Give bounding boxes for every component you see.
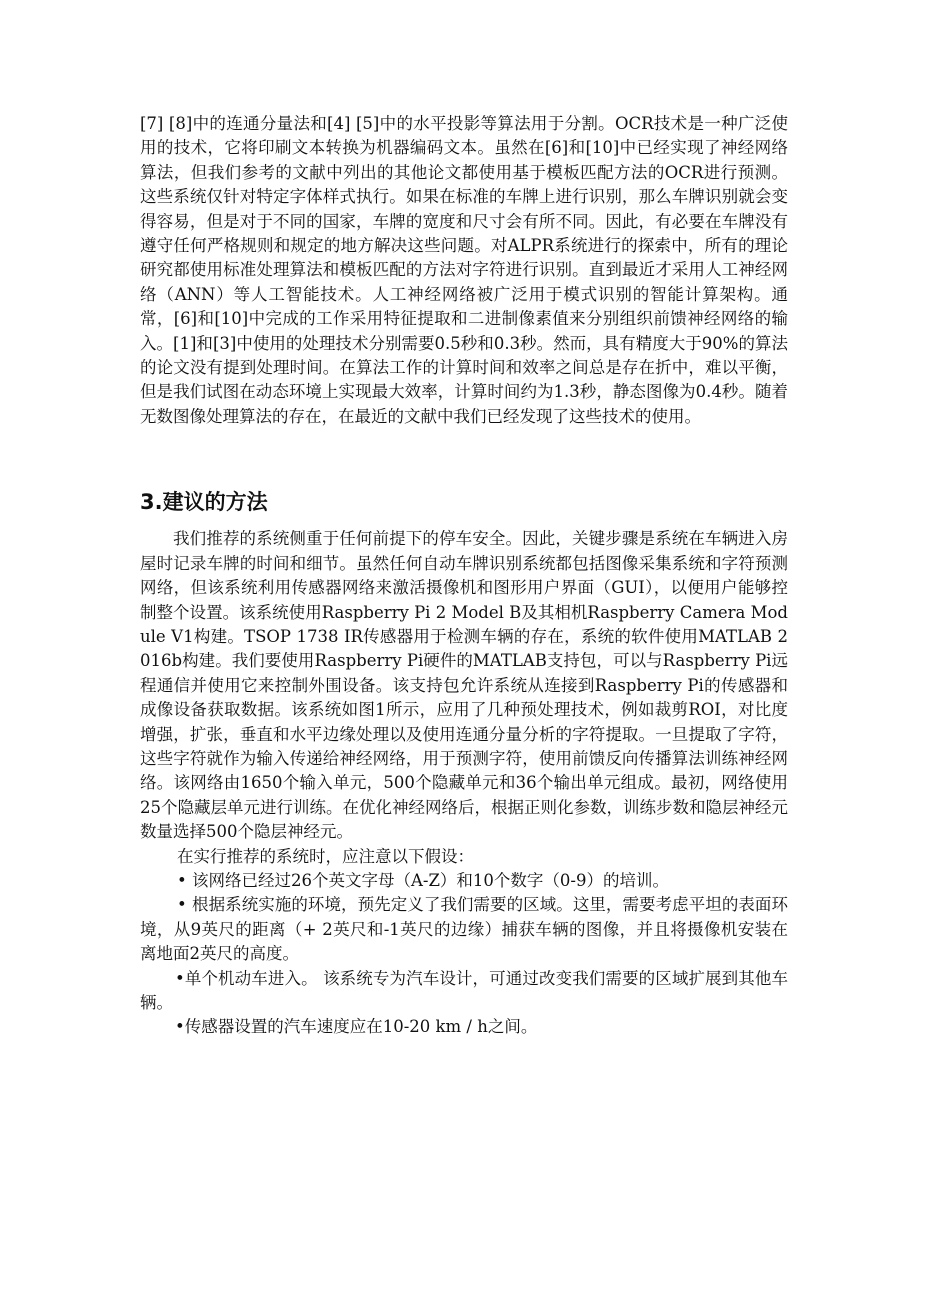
document-page <box>140 112 788 1040</box>
assumptions-intro: 在实行推荐的系统时，应注意以下假设： <box>177 846 474 866</box>
section-paragraph: 我们推荐的系统侧重于任何前提下的停车安全。因此，关键步骤是系统在车辆进入房屋时记录车牌的时间和细节。虽然任何自动车牌识别系统都包括图像采集系统和字符预测网络，但该系统利用传感器网络来激活摄像机和图形用户界面（GUI），以便用户能够控制整个设置。该系统使用Raspberry Pi 2 Model B及其相机Raspberry Camera Module V1构建。TSOP 1738 IR传感器用于检测车辆的存在，系统的软件使用MATLAB 2016b构建。我们要使用Raspberry Pi硬件的MATLAB支持包，可以与Raspberry Pi远程通信并使用它来控制外围设备。该支持包允许系统从连接到Raspberry Pi的传感器和成像设备获取数据。该系统如图1所示，应用了几种预处理技术，例如裁剪ROI，对比度增强，扩张，垂直和水平边缘处理以及使用连通分量分析的字符提取。一旦提取了字符，这些字符就作为输入传递给神经网络，用于预测字符，使用前馈反向传播算法训练神经网络。该网络由1650个输入单元，500个隐藏单元和36个输出单元组成。最初，网络使用25个隐藏层单元进行训练。在优化神经网络后，根据正则化参数，训练步数和隐层神经元数量选择500个隐层神经元。 <box>140 529 788 842</box>
bullet-item: •传感器设置的汽车速度应在10-20 km / h之间。 <box>175 1017 538 1037</box>
section-heading: 3.建议的方法 <box>140 490 268 515</box>
bullet-item: • 该网络已经过26个英文字母（A-Z）和10个数字（0-9）的培训。 <box>177 870 669 890</box>
bullet-item: •单个机动车进入。 该系统专为汽车设计，可通过改变我们需要的区域扩展到其他车辆。 <box>140 968 788 1012</box>
bullet-item: • 根据系统实施的环境，预先定义了我们需要的区域。这里，需要考虑平坦的表面环境，从9英尺的距离（+ 2英尺和-1英尺的边缘）捕获车辆的图像，并且将摄像机安装在离地面2英尺的高度。 <box>140 895 788 964</box>
intro-paragraph: [7] [8]中的连通分量法和[4] [5]中的水平投影等算法用于分割。OCR技术是一种广泛使用的技术，它将印刷文本转换为机器编码文本。虽然在[6]和[10]中已经实现了神经网络算法，但我们参考的文献中列出的其他论文都使用基于模板匹配方法的OCR进行预测。这些系统仅针对特定字体样式执行。如果在标准的车牌上进行识别，那么车牌识别就会变得容易，但是对于不同的国家，车牌的宽度和尺寸会有所不同。因此，有必要在车牌没有遵守任何严格规则和规定的地方解决这些问题。对ALPR系统进行的探索中，所有的理论研究都使用标准处理算法和模板匹配的方法对字符进行识别。直到最近才采用人工神经网络（ANN）等人工智能技术。人工神经网络被广泛用于模式识别的智能计算架构。通常，[6]和[10]中完成的工作采用特征提取和二进制像素值来分别组织前馈神经网络的输入。[1]和[3]中使用的处理技术分别需要0.5秒和0.3秒。然而，具有精度大于90%的算法的论文没有提到处理时间。在算法工作的计算时间和效率之间总是存在折中，难以平衡，但是我们试图在动态环境上实现最大效率，计算时间约为1.3秒，静态图像为0.4秒。随着无数图像处理算法的存在，在最近的文献中我们已经发现了这些技术的使用。 <box>140 114 788 426</box>
